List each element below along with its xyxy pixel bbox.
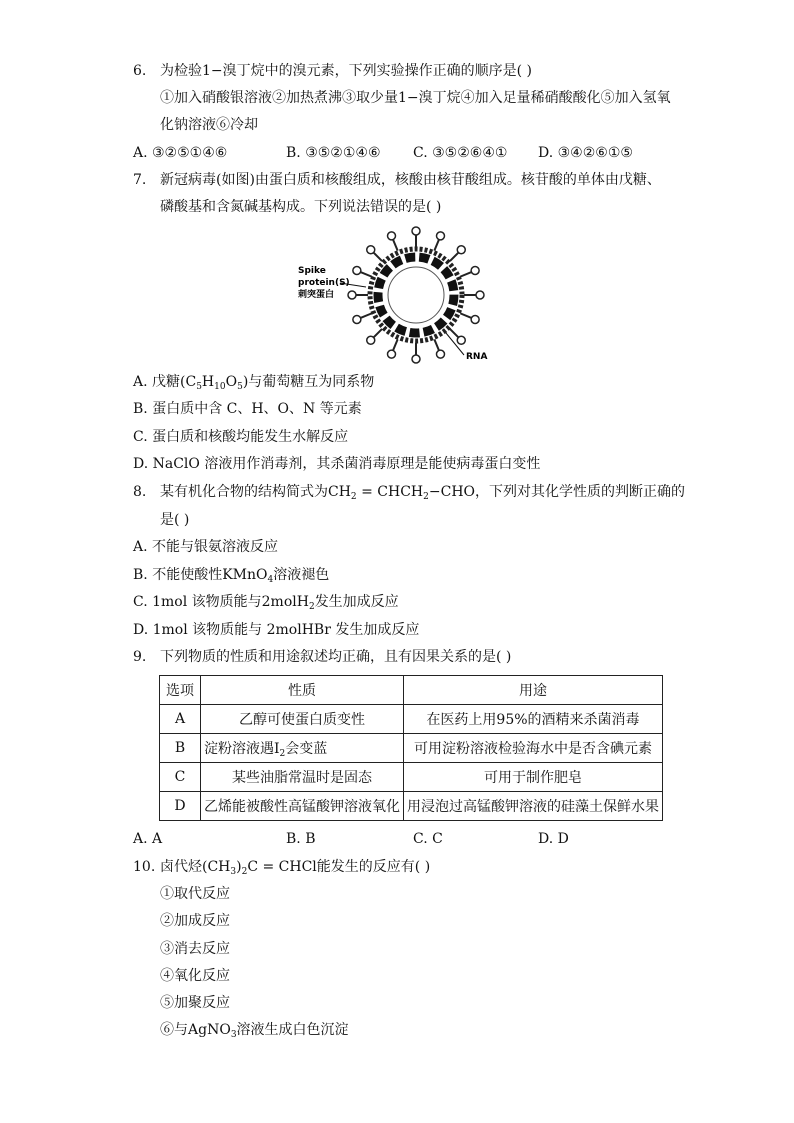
table-cell: 可用于制作肥皂 bbox=[404, 763, 663, 792]
spike-head bbox=[367, 246, 375, 254]
table-row bbox=[160, 792, 663, 821]
spike-head bbox=[457, 336, 465, 344]
spike-head bbox=[436, 232, 444, 240]
q6-option-b: B. ③⑤②①④⑥ bbox=[286, 145, 381, 161]
header-use: 用途 bbox=[404, 676, 663, 705]
table-cell: 某些油脂常温时是固态 bbox=[201, 763, 404, 792]
virus-core bbox=[388, 267, 444, 323]
table-cell: 淀粉溶液遇$I_2$会变蓝 bbox=[201, 734, 404, 763]
q9-option-c: C. C bbox=[413, 831, 443, 847]
table-cell: 乙烯能被酸性高锰酸钾溶液氧化 bbox=[201, 792, 404, 821]
q7-option-a: A. 戊糖$(C_5H_{10}O_5)$与葡萄糖互为同系物 bbox=[133, 374, 375, 392]
q10-item-3: ③消去反应 bbox=[160, 941, 230, 957]
q8-option-c: C. 1mol 该物质能与2molH$_2$发生加成反应 bbox=[133, 594, 399, 612]
q7-stem-line1: 新冠病毒(如图)由蛋白质和核酸组成，核酸由核苷酸组成。核苷酸的单体由戊糖、 bbox=[160, 172, 661, 188]
q7-stem-line2: 磷酸基和含氮碱基构成。下列说法错误的是( ) bbox=[160, 199, 442, 215]
q10-number: 10. bbox=[133, 859, 156, 875]
q10-stem: 卤代烃$(CH_3)_2C$ = CHCl能发生的反应有( ) bbox=[160, 859, 431, 877]
spike-head bbox=[412, 227, 420, 235]
spike-head bbox=[388, 350, 396, 358]
q9-option-b: B. B bbox=[286, 831, 316, 847]
table-cell: B bbox=[160, 734, 201, 763]
q7-option-b: B. 蛋白质中含 C、H、O、N 等元素 bbox=[133, 401, 362, 417]
spike-head bbox=[367, 336, 375, 344]
spike-head bbox=[412, 355, 420, 363]
q6-number: 6. bbox=[133, 63, 147, 79]
table-header-row bbox=[160, 676, 663, 705]
table-cell: 可用淀粉溶液检验海水中是否含碘元素 bbox=[404, 734, 663, 763]
q6-stem: 为检验1−溴丁烷中的溴元素，下列实验操作正确的顺序是( ) bbox=[160, 63, 533, 79]
q8-number: 8. bbox=[133, 484, 147, 500]
spike-head bbox=[353, 315, 361, 323]
table-cell: 在医药上用95%的酒精来杀菌消毒 bbox=[404, 705, 663, 734]
q10-item-1: ①取代反应 bbox=[160, 886, 230, 902]
rna-label: RNA bbox=[466, 352, 488, 362]
table-cell: 用浸泡过高锰酸钾溶液的硅藻土保鲜水果 bbox=[404, 792, 663, 821]
q8-option-a: A. 不能与银氨溶液反应 bbox=[133, 539, 279, 555]
q8-option-b: B. 不能使酸性KMnO$_4$溶液褪色 bbox=[133, 567, 330, 585]
q10-item-4: ④氧化反应 bbox=[160, 968, 230, 984]
spike-head bbox=[471, 315, 479, 323]
spike-label-1: Spike bbox=[298, 266, 326, 276]
spike-label-2: protein(S) bbox=[298, 278, 350, 288]
spike-head bbox=[353, 267, 361, 275]
header-option: 选项 bbox=[160, 676, 201, 705]
q7-number: 7. bbox=[133, 172, 147, 188]
q8-stem-line2: 是( ) bbox=[160, 512, 190, 528]
table-cell: C bbox=[160, 763, 201, 792]
table-row bbox=[160, 734, 663, 763]
spike-head bbox=[476, 291, 484, 299]
spike-head bbox=[457, 246, 465, 254]
q7-option-d: D. NaClO 溶液用作消毒剂，其杀菌消毒原理是能使病毒蛋白变性 bbox=[133, 456, 541, 472]
table-row bbox=[160, 705, 663, 734]
table-cell: D bbox=[160, 792, 201, 821]
table-cell: A bbox=[160, 705, 201, 734]
q9-stem: 下列物质的性质和用途叙述均正确，且有因果关系的是( ) bbox=[160, 649, 512, 665]
q6-option-d: D. ③④②⑥①⑤ bbox=[538, 145, 633, 161]
table-cell: 乙醇可使蛋白质变性 bbox=[201, 705, 404, 734]
q6-option-c: C. ③⑤②⑥④① bbox=[413, 145, 508, 161]
q10-item-6: ⑥与AgNO$_3$溶液生成白色沉淀 bbox=[160, 1022, 349, 1040]
q9-number: 9. bbox=[133, 649, 147, 665]
q6-steps-line2: 化钠溶液⑥冷却 bbox=[160, 117, 258, 133]
q10-item-5: ⑤加聚反应 bbox=[160, 995, 230, 1011]
spike-head bbox=[348, 291, 356, 299]
q7-option-c: C. 蛋白质和核酸均能发生水解反应 bbox=[133, 429, 349, 445]
q9-table bbox=[159, 675, 663, 821]
q8-stem-line1: 某有机化合物的结构简式为$CH_2$ = $CHCH_2-CHO$，下列对其化学性质的判断正确的 bbox=[160, 484, 686, 502]
q9-option-a: A. A bbox=[133, 831, 163, 847]
q10-item-2: ②加成反应 bbox=[160, 913, 230, 929]
spike-label-3: 刺突蛋白 bbox=[298, 290, 335, 300]
q9-option-d: D. D bbox=[538, 831, 569, 847]
q6-steps-line1: ①加入硝酸银溶液②加热煮沸③取少量1−溴丁烷④加入足量稀硝酸酸化⑤加入氢氧 bbox=[160, 90, 671, 106]
spike-head bbox=[388, 232, 396, 240]
table-row bbox=[160, 763, 663, 792]
q8-option-d: D. 1mol 该物质能与 2molHBr 发生加成反应 bbox=[133, 622, 420, 638]
header-property: 性质 bbox=[201, 676, 404, 705]
coronavirus-figure bbox=[296, 225, 506, 365]
q6-option-a: A. ③②⑤①④⑥ bbox=[133, 145, 228, 161]
spike-head bbox=[436, 350, 444, 358]
spike-head bbox=[471, 267, 479, 275]
